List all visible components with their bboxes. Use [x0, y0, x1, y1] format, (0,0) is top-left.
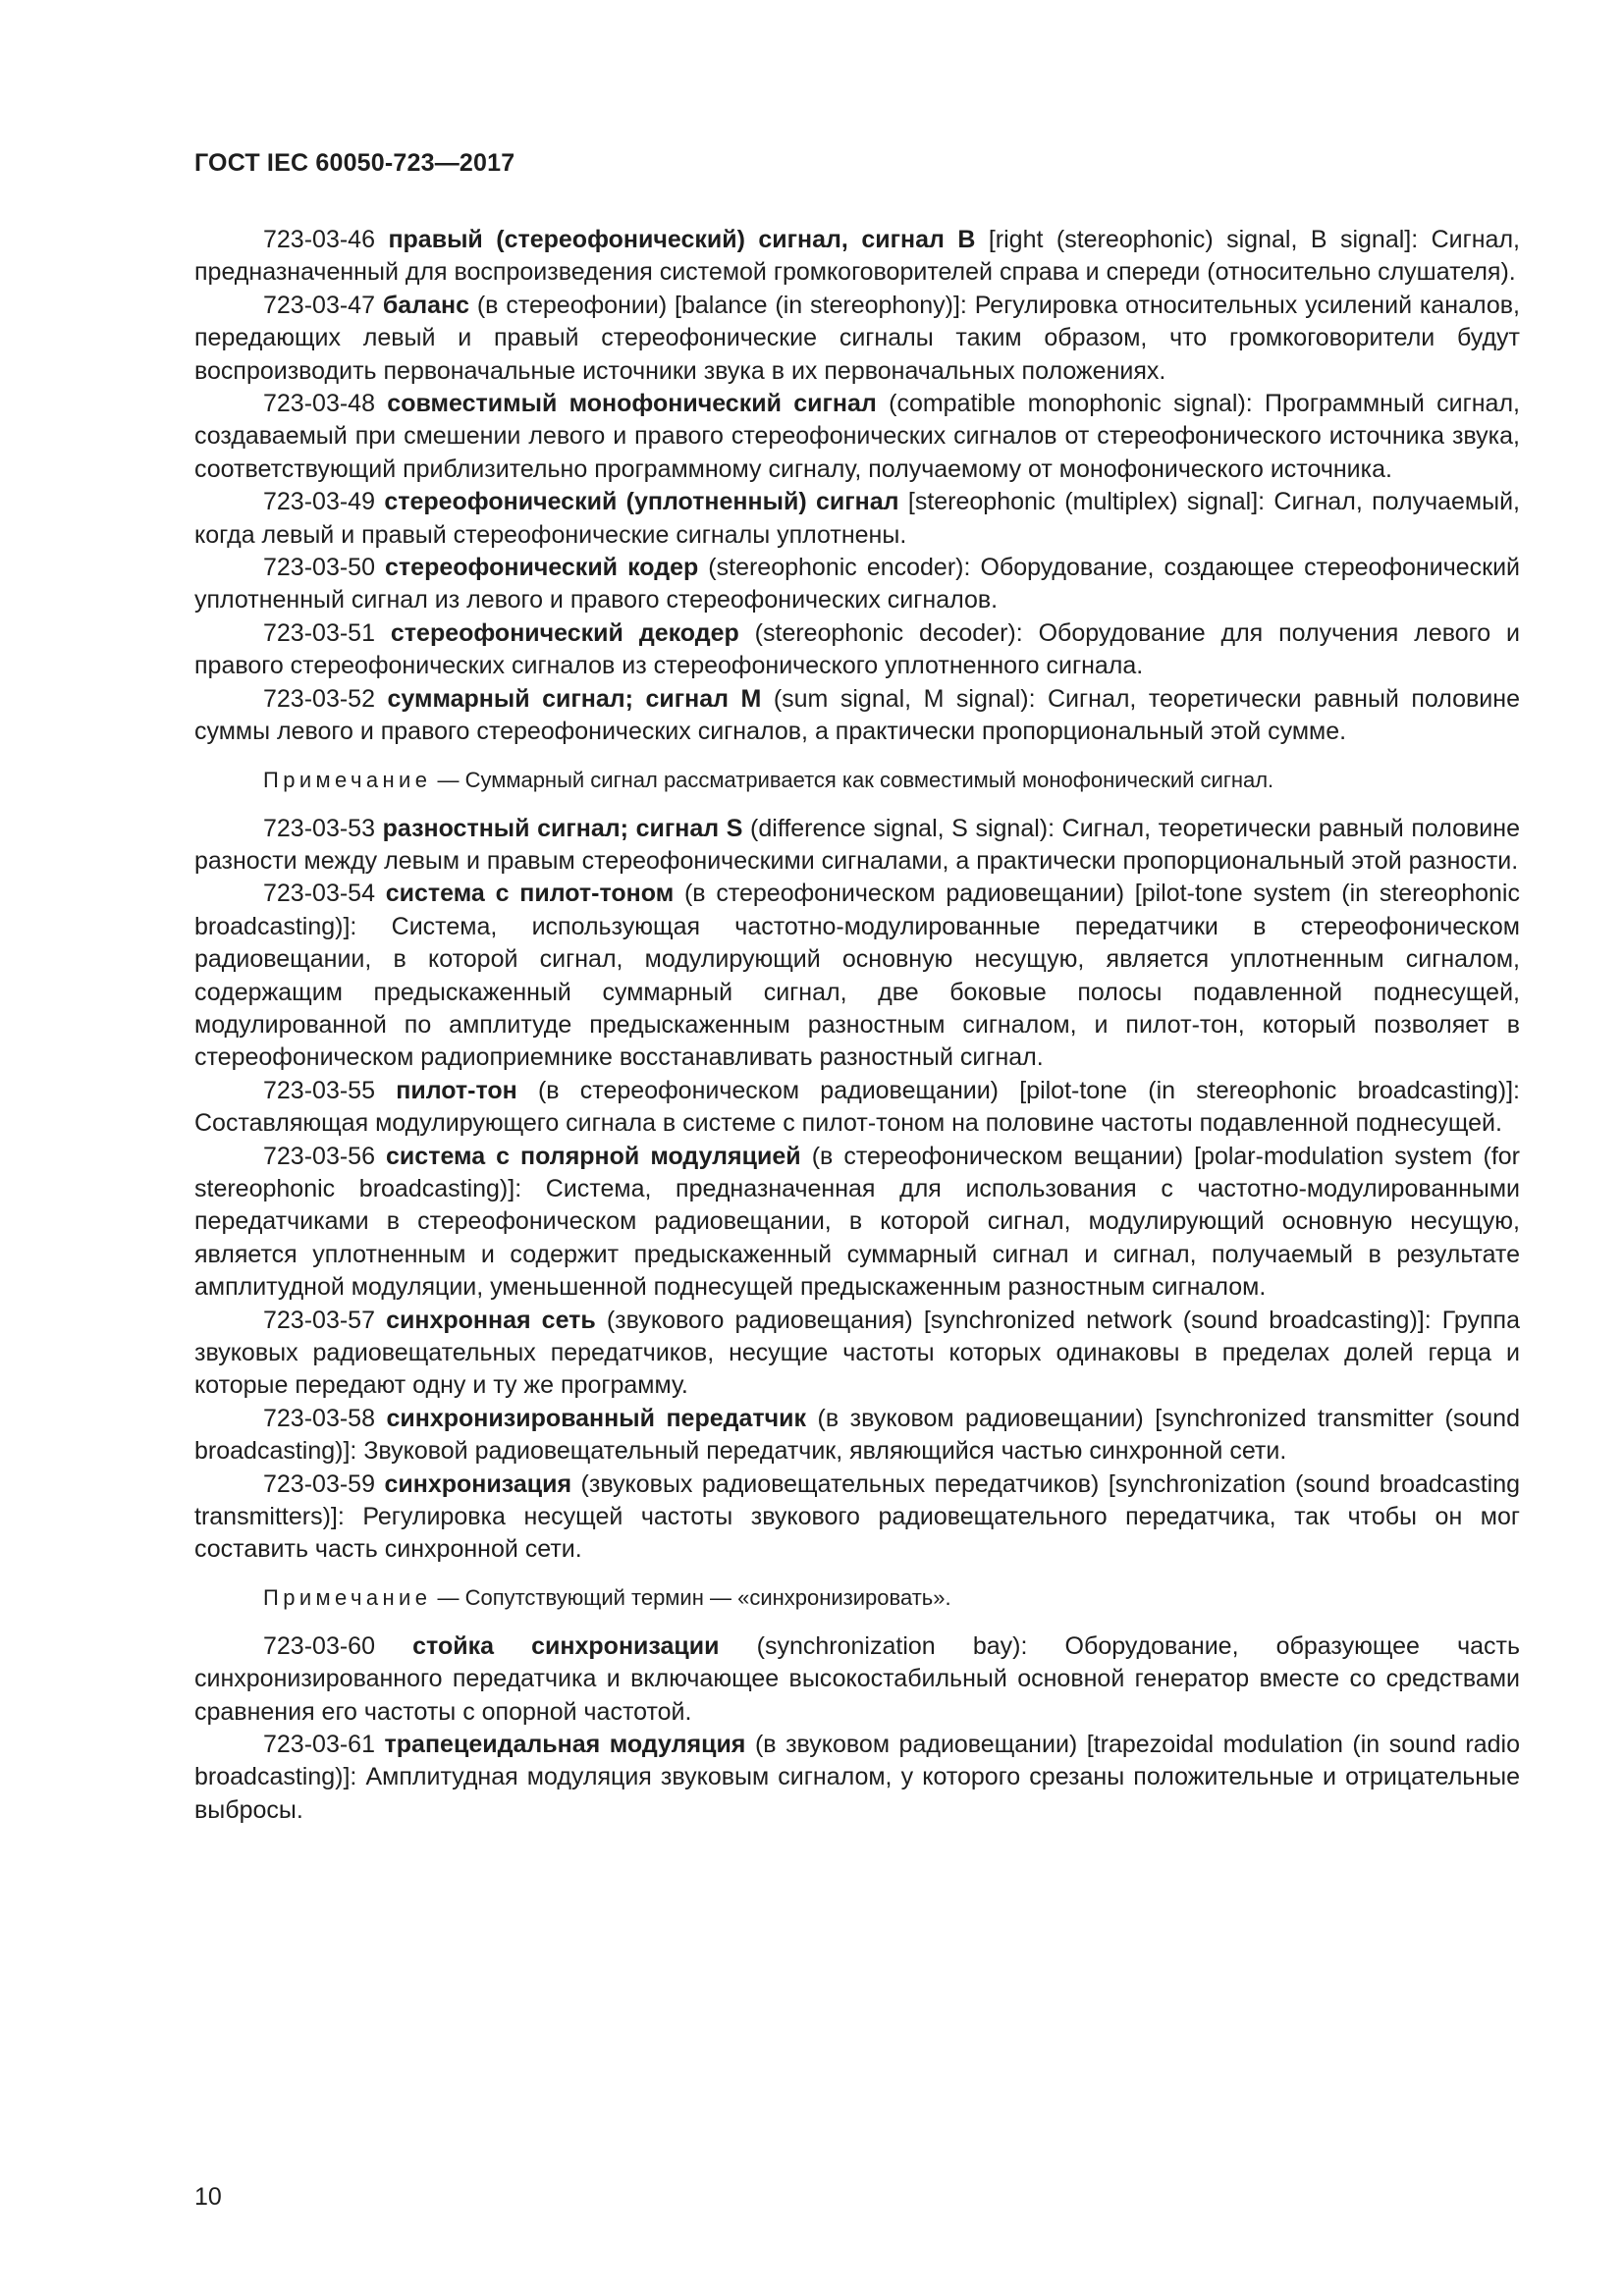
entry-term: синхронизация: [384, 1469, 572, 1498]
entry-description: (в звуковом радиовещании) [synchronized transmitter (sound broadcasting)]: Звуковой радиовещательный передатчик, являющийся частью синхронной сети.: [194, 1404, 1520, 1466]
entry-term: система с пилот-тоном: [385, 880, 675, 908]
entry-code: 723-03-57: [263, 1306, 375, 1334]
entry-code: 723-03-59: [263, 1469, 375, 1498]
entry-code: 723-03-61: [263, 1731, 375, 1759]
entry-description: (в стереофонии) [balance (in stereophony)]: Регулировка относительных усилений каналов, передающих левый и правый стереофонические сигналы таким образом, что громкоговорители будут воспроизводить первоначальные источники звука в их первоначальных положениях.: [194, 291, 1520, 385]
entry-term: синхронизированный передатчик: [386, 1404, 807, 1432]
term-entry: [194, 552, 1520, 617]
entry-term: стереофонический кодер: [385, 554, 699, 582]
entry-code: 723-03-48: [263, 390, 375, 418]
entry-term: стереофонический (уплотненный) сигнал: [384, 488, 899, 516]
entry-description: (в звуковом радиовещании) [trapezoidal modulation (in sound radio broadcasting)]: Амплитудная модуляция звуковым сигналом, у которого срезаны положительные и отрицательные выбросы.: [194, 1731, 1520, 1824]
page-number: 10: [194, 2183, 222, 2211]
entry-description: (звукового радиовещания) [synchronized network (sound broadcasting)]: Группа звуковых радиовещательных передатчиков, несущие частоты которых одинаковы в пределах долей герца и которые передают одну и ту же программу.: [194, 1306, 1520, 1400]
term-entry: [194, 683, 1520, 749]
term-entry: [194, 1729, 1520, 1827]
entry-description: (stereophonic decoder): Оборудование для получения левого и правого стереофонических сигналов из стереофонического уплотненного сигнала.: [194, 618, 1520, 680]
term-entry: [194, 486, 1520, 552]
entry-term: трапецеидальная модуляция: [384, 1731, 746, 1759]
entry-description: (difference signal, S signal): Сигнал, теоретически равный половине разности между левым и правым стереофоническими сигналами, а практически пропорциональный этой разности.: [194, 814, 1520, 875]
entry-term: стереофонический декодер: [390, 618, 739, 647]
entry-description: [stereophonic (multiplex) signal]: Сигнал, получаемый, когда левый и правый стереофонические сигналы уплотнены.: [194, 488, 1521, 549]
entry-term: суммарный сигнал; сигнал М: [387, 684, 762, 713]
entry-term: пилот-тон: [396, 1076, 517, 1104]
entry-description: (compatible monophonic signal): Программный сигнал, создаваемый при смешении левого и правого стереофонических сигналов от стереофонического источника звука, соответствующий приблизительно программному сигналу, получаемому от монофонического источника.: [194, 390, 1520, 483]
entry-description: (sum signal, M signal): Сигнал, теоретически равный половине суммы левого и правого стереофонических сигналов, а практически пропорциональный этой сумме.: [194, 684, 1520, 746]
entry-description: (synchronization bay): Оборудование, образующее часть синхронизированного передатчика и включающее высокостабильный основной генератор вместе со средствами сравнения его частоты с опорной частотой.: [194, 1631, 1520, 1726]
term-entry: [194, 388, 1520, 486]
note-text: — Суммарный сигнал рассматривается как совместимый монофонический сигнал.: [431, 767, 1274, 792]
term-entry: [194, 1305, 1520, 1403]
entry-code: 723-03-60: [263, 1631, 375, 1660]
entry-term: синхронная сеть: [386, 1306, 596, 1334]
entry-code: 723-03-47: [263, 291, 375, 319]
document-body: [194, 224, 1520, 1827]
entry-term: стойка синхронизации: [412, 1631, 720, 1660]
entry-code: 723-03-46: [263, 226, 375, 253]
entry-description: (в стереофоническом радиовещании) [pilot-tone system (in stereophonic broadcasting)]: Система, использующая частотно-модулированные передатчики в стереофоническом радиовещании, в которой сигнал, модулирующий основную несущую, является уплотненным сигналом, содержащим предыскаженный суммарный сигнал, две боковые полосы подавленной поднесущей, модулированной по амплитуде предыскаженным разностным сигналом, и пилот-тон, который позволяет в стереофоническом радиоприемнике восстанавливать разностный сигнал.: [194, 880, 1520, 1072]
entry-code: 723-03-56: [263, 1142, 375, 1170]
entry-code: 723-03-53: [263, 814, 375, 842]
term-entry: [194, 1141, 1520, 1305]
entry-description: [right (stereophonic) signal, B signal]: Сигнал, предназначенный для воспроизведения системой громкоговорителей справа и спереди (относительно слушателя).: [194, 226, 1520, 287]
note-label: Примечание: [263, 1584, 432, 1610]
entry-code: 723-03-51: [263, 618, 375, 647]
entry-code: 723-03-54: [263, 880, 375, 908]
term-entry: [194, 1630, 1520, 1729]
term-entry: [194, 878, 1520, 1074]
entry-code: 723-03-52: [263, 684, 375, 713]
entry-code: 723-03-58: [263, 1404, 375, 1432]
term-entry: [194, 813, 1520, 879]
term-entry: [194, 617, 1520, 683]
document-header: ГОСТ IEC 60050-723—2017: [194, 149, 515, 177]
entry-term: правый (стереофонический) сигнал, сигнал В: [388, 226, 976, 253]
note-label: Примечание: [263, 767, 432, 792]
term-entry: [194, 1403, 1520, 1468]
entry-description: (stereophonic encoder): Оборудование, создающее стереофонический уплотненный сигнал из левого и правого стереофонических сигналов.: [194, 554, 1521, 614]
note: [194, 766, 1520, 795]
entry-code: 723-03-55: [263, 1076, 375, 1104]
entry-description: (в стереофоническом радиовещании) [pilot-tone (in stereophonic broadcasting)]: Составляющая модулирующего сигнала в системе с пилот-тоном на половине частоты подавленной поднесущей.: [194, 1076, 1520, 1138]
entry-term: совместимый монофонический сигнал: [387, 390, 877, 418]
entry-term: разностный сигнал; сигнал S: [382, 814, 743, 842]
note-text: — Сопутствующий термин — «синхронизировать».: [431, 1584, 951, 1610]
term-entry: [194, 290, 1520, 388]
entry-description: (в стереофоническом вещании) [polar-modulation system (for stereophonic broadcasting)]: Система, предназначенная для использования с частотно-модулированными передатчиками в стереофоническом радиовещании, в которой сигнал, модулирующий основную несущую, является уплотненным и содержит предыскаженный суммарный сигнал и сигнал, получаемый в результате амплитудной модуляции, уменьшенной поднесущей предыскаженным разностным сигналом.: [194, 1142, 1520, 1302]
entry-code: 723-03-50: [263, 554, 375, 582]
entry-term: баланс: [382, 291, 469, 319]
entry-description: (звуковых радиовещательных передатчиков) [synchronization (sound broadcasting transmitters)]: Регулировка несущей частоты звукового радиовещательного передатчика, так чтобы он мог составить часть синхронной сети.: [194, 1469, 1521, 1564]
term-entry: [194, 224, 1520, 290]
entry-code: 723-03-49: [263, 488, 375, 516]
entry-term: система с полярной модуляцией: [386, 1142, 801, 1170]
note: [194, 1583, 1520, 1613]
term-entry: [194, 1075, 1520, 1141]
term-entry: [194, 1468, 1520, 1567]
